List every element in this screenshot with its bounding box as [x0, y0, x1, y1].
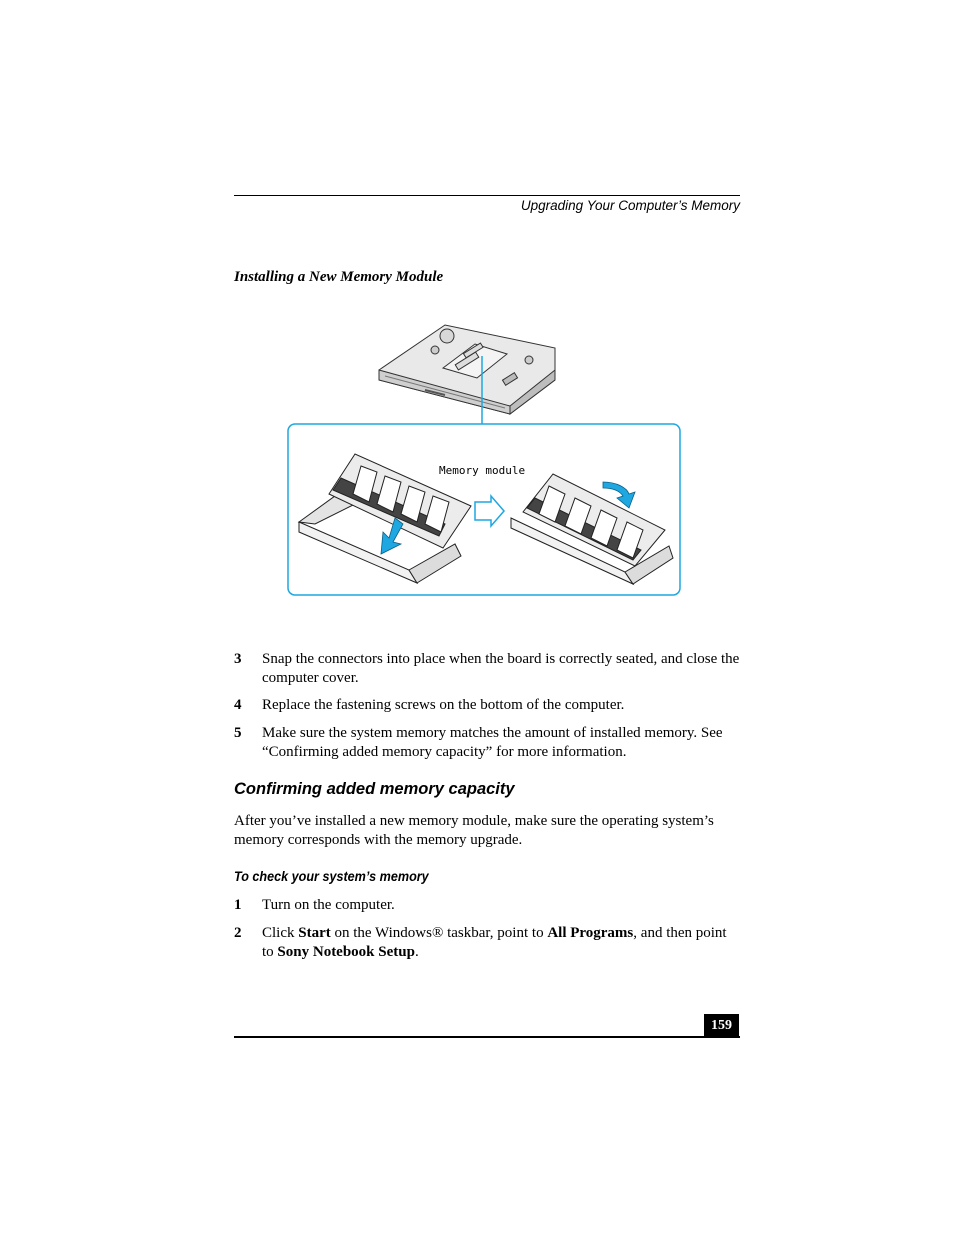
- step-number: 3: [234, 651, 242, 667]
- footer-rule: [234, 1036, 740, 1038]
- step-5: [234, 724, 740, 762]
- step-text: Snap the connectors into place when the board is correctly seated, and close the computer cover.: [262, 651, 740, 686]
- procedure-step-2: [234, 924, 740, 962]
- step-3: [234, 650, 740, 688]
- step-4: [234, 696, 740, 715]
- memory-install-figure: [285, 318, 685, 600]
- step-text: Turn on the computer.: [262, 897, 395, 913]
- header-rule: [234, 195, 740, 196]
- all-programs-term: All Programs: [547, 925, 634, 941]
- procedure-step-1: [234, 896, 740, 915]
- running-header: Upgrading Your Computer’s Memory: [520, 198, 740, 213]
- figure-title: Installing a New Memory Module: [234, 269, 444, 285]
- page-number: 159: [704, 1014, 739, 1037]
- memory-module-right: [511, 474, 673, 584]
- start-menu-term: Start: [298, 925, 331, 941]
- step-number: 5: [234, 725, 242, 741]
- step-text: Make sure the system memory matches the amount of installed memory. See “Confirming added memory capacity” for more information.: [262, 725, 723, 760]
- step-number: 1: [234, 897, 242, 913]
- procedure-heading: To check your system’s memory: [234, 868, 429, 884]
- section-intro: After you’ve installed a new memory module, make sure the operating system’s memory corresponds with the memory upgrade.: [234, 813, 714, 848]
- step-text: Click Start on the Windows® taskbar, point to All Programs, and then point to Sony Notebook Setup.: [262, 925, 727, 960]
- callout-label: Memory module: [439, 464, 526, 477]
- sony-notebook-setup-term: Sony Notebook Setup: [277, 944, 415, 960]
- section-heading: Confirming added memory capacity: [234, 780, 515, 798]
- step-number: 4: [234, 697, 242, 713]
- laptop-bottom-illustration: [379, 325, 555, 414]
- step-number: 2: [234, 925, 242, 941]
- step-text: Replace the fastening screws on the bottom of the computer.: [262, 697, 625, 713]
- step-transition-arrow: [475, 496, 504, 526]
